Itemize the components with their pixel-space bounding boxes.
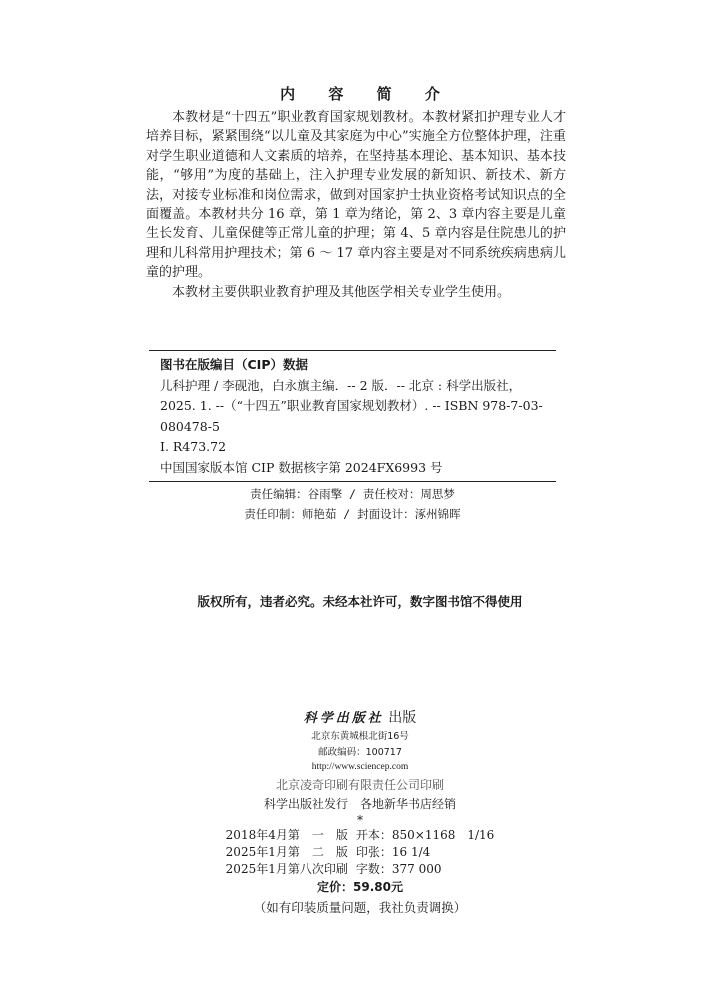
editors-line: 责任印制：师艳茹 / 封面设计：涿州锦晖: [244, 507, 461, 521]
printing-eighth: 2025年1月第八次印刷: [225, 861, 348, 876]
sheets: 印张：16 1/4: [355, 844, 431, 859]
cip-heading: 图书在版编目（CIP）数据: [160, 357, 308, 372]
cip-block: [160, 355, 556, 478]
cip-line: 2025. 1. --（“十四五”职业教育国家规划教材）. -- ISBN 978-7-03-: [160, 398, 543, 413]
printer-line: 北京凌奇印刷有限责任公司印刷: [275, 777, 444, 792]
cip-line: 080478-5: [160, 418, 220, 434]
publisher-postcode: 邮政编码：100717: [318, 746, 402, 758]
copyright-notice: 版权所有，违者必究。未经本社许可，数字图书馆不得使用: [197, 594, 523, 609]
edition-info: [0, 827, 720, 879]
intro-section: [146, 108, 566, 302]
quality-note: （如有印装质量问题，我社负责调换）: [253, 900, 467, 915]
word-count: 字数：377 000: [355, 861, 442, 876]
colophon: [0, 708, 720, 919]
publisher-address: 北京东黄城根北街16号: [311, 731, 409, 742]
cip-top-rule: [149, 350, 556, 351]
publisher-line: [0, 708, 720, 729]
edition-second: 2025年1月第 二 版: [225, 844, 348, 859]
cip-record-number: 中国国家版本馆 CIP 数据核字第 2024FX6993 号: [160, 459, 443, 475]
cip-bottom-rule: [149, 481, 556, 482]
distribution-line: 科学出版社发行 各地新华书店经销: [263, 796, 456, 811]
editors-line: 责任编辑：谷雨擎 / 责任校对：周思梦: [250, 487, 455, 501]
publisher-url: http://www.sciencep.com: [311, 762, 409, 772]
publisher-logo: 科学出版社: [303, 711, 384, 726]
cip-line: 儿科护理 / 李砚池，白永旗主编．-- 2 版．-- 北京 : 科学出版社，: [160, 377, 522, 393]
intro-paragraph-usage: 本教材主要供职业教育护理及其他医学相关专业学生使用。: [172, 284, 511, 300]
separator-star: *: [357, 812, 363, 827]
page-title: 内 容 简 介: [280, 85, 454, 103]
format-size: 开本：850×1168 1/16: [355, 827, 495, 842]
intro-paragraph: 本教材是“十四五”职业教育国家规划教材。本教材紧扣护理专业人才培养目标，紧紧围绕“以儿童及其家庭为中心”实施全方位整体护理，注重对学生职业道德和人文素质的培养，在坚持基本理论、基本知识、基本技能，“够用”为度的基础上，注入护理专业发展的新知识、新技术、新方法，对接专业标准和岗位需求，做到对国家护士执业资格考试知识点的全面覆盖。本教材共分 16 章，第 1 章为绪论，第 2、3 章内容主要是儿童生长发育、儿童保健等正常儿童的护理；第 4、5 章内容是住院患儿的护理和儿科常用护理技术；第 6 ～ 17 章内容主要是对不同系统疾病患病儿童的护理。: [146, 110, 566, 281]
edition-first: 2018年4月第 一 版: [225, 827, 348, 842]
publisher-suffix: 出版: [388, 710, 417, 726]
cip-classification: Ⅰ. R473.72: [160, 439, 227, 454]
editors-block: [149, 484, 556, 524]
price: 定价：59.80元: [317, 880, 403, 894]
